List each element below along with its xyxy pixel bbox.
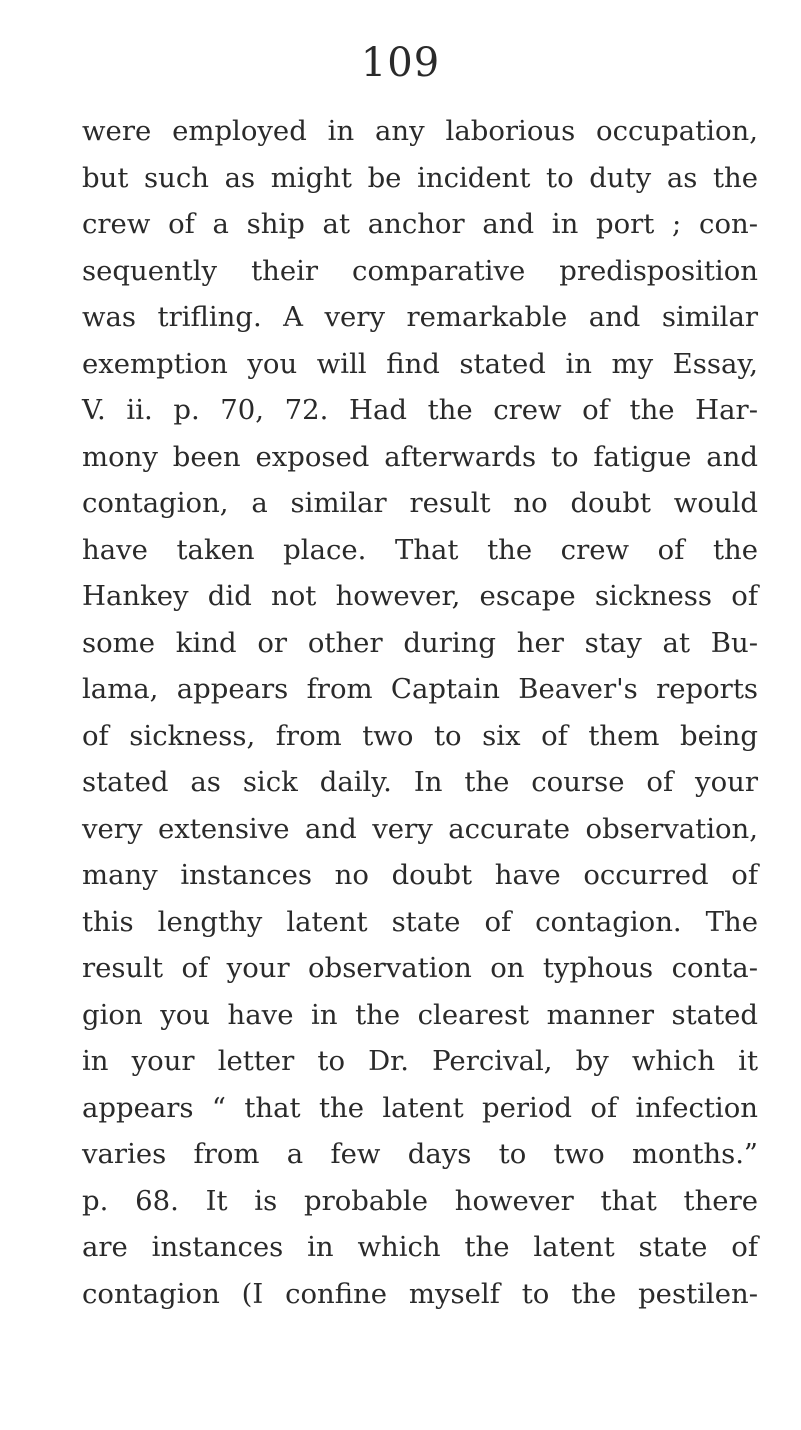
text-line: were employed in any laborious occupation, [82, 115, 758, 147]
text-line: Hankey did not however, escape sickness of [82, 580, 758, 612]
text-line: crew of a ship at anchor and in port ; con- [82, 208, 758, 240]
text-line: varies from a few days to two months.” [82, 1138, 758, 1170]
text-line: in your letter to Dr. Percival, by which it [82, 1045, 758, 1077]
text-line: some kind or other during her stay at Bu- [82, 626, 758, 659]
text-line: sequently their comparative predisposition [82, 254, 758, 287]
text-line: was trifling. A very remarkable and similar [82, 301, 758, 333]
text-line: but such as might be incident to duty as the [82, 161, 758, 194]
text-line: this lengthy latent state of contagion. The [82, 905, 758, 938]
text-line: gion you have in the clearest manner stated [82, 998, 758, 1031]
body-text [82, 108, 758, 1317]
text-line: very extensive and very accurate observation, [82, 812, 758, 845]
text-line: are instances in which the latent state of [82, 1231, 758, 1263]
text-line: stated as sick daily. In the course of your [82, 766, 758, 798]
text-line: have taken place. That the crew of the [82, 533, 758, 566]
page-number: 109 [360, 40, 441, 86]
text-line: lama, appears from Captain Beaver's reports [82, 673, 758, 705]
text-line: result of your observation on typhous conta- [82, 952, 758, 984]
text-line: contagion, a similar result no doubt would [82, 487, 758, 519]
text-line: mony been exposed afterwards to fatigue and [82, 440, 758, 473]
text-line: exemption you will find stated in my Essay, [82, 347, 758, 380]
text-line: appears “ that the latent period of infection [82, 1091, 758, 1124]
text-line: of sickness, from two to six of them being [82, 719, 758, 752]
text-line: p. 68. It is probable however that there [82, 1184, 758, 1217]
text-line: many instances no doubt have occurred of [82, 859, 758, 891]
text-line: contagion (I confine myself to the pestilen- [82, 1277, 758, 1310]
text-line: V. ii. p. 70, 72. Had the crew of the Har- [82, 394, 758, 426]
